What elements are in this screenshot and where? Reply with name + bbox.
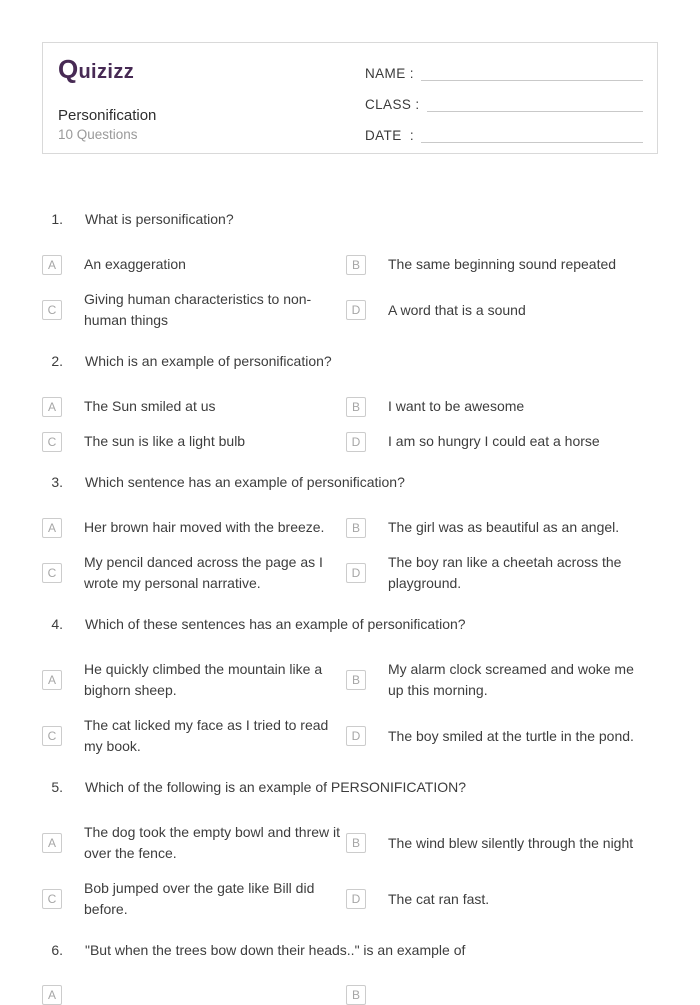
option-a bbox=[42, 659, 346, 701]
option-a bbox=[42, 822, 346, 864]
option-letter-box: A bbox=[42, 255, 62, 275]
option-letter-box: A bbox=[42, 985, 62, 1005]
name-field-label: NAME : bbox=[365, 66, 414, 81]
option-b bbox=[346, 517, 658, 538]
question-number: 6. bbox=[51, 942, 63, 958]
question-text: Which of the following is an example of PERSONIFICATION? bbox=[85, 779, 466, 795]
question-3 bbox=[42, 472, 658, 594]
option-letter-box: D bbox=[346, 889, 366, 909]
option-text: The dog took the empty bowl and threw it over the fence. bbox=[84, 824, 341, 861]
question-1 bbox=[42, 209, 658, 331]
option-b bbox=[346, 659, 658, 701]
option-letter-box: B bbox=[346, 833, 366, 853]
question-1-row bbox=[42, 209, 658, 230]
question-5-options bbox=[42, 822, 658, 920]
logo-letter-q: Q bbox=[58, 54, 79, 84]
option-letter-box: A bbox=[42, 397, 62, 417]
option-text: Giving human characteristics to non-human things bbox=[84, 291, 312, 328]
option-letter-box: A bbox=[42, 833, 62, 853]
option-letter-box: C bbox=[42, 726, 62, 746]
option-text: The same beginning sound repeated bbox=[388, 256, 617, 272]
option-text: I am so hungry I could eat a horse bbox=[388, 433, 600, 449]
option-text: Her brown hair moved with the breeze. bbox=[84, 519, 325, 535]
option-text: A word that is a sound bbox=[388, 301, 526, 318]
date-field-row bbox=[365, 124, 643, 143]
option-letter-box: B bbox=[346, 670, 366, 690]
quiz-meta bbox=[58, 107, 365, 142]
question-3-options bbox=[42, 517, 658, 594]
option-b bbox=[346, 396, 658, 417]
option-letter-box: C bbox=[42, 432, 62, 452]
option-text: The wind blew silently through the night bbox=[388, 834, 634, 851]
question-2 bbox=[42, 351, 658, 452]
option-letter-box: C bbox=[42, 300, 62, 320]
option-text: The girl was as beautiful as an angel. bbox=[388, 519, 620, 535]
option-text: My pencil danced across the page as I wrote my personal narrative. bbox=[84, 554, 323, 591]
option-letter-box: D bbox=[346, 726, 366, 746]
option-a bbox=[42, 517, 346, 538]
option-text: The sun is like a light bulb bbox=[84, 433, 246, 449]
option-text: An exaggeration bbox=[84, 256, 186, 272]
question-1-options bbox=[42, 254, 658, 331]
option-d bbox=[346, 726, 658, 747]
option-b bbox=[346, 985, 658, 1005]
option-letter-box: B bbox=[346, 255, 366, 275]
option-b bbox=[346, 833, 658, 854]
option-d bbox=[346, 300, 658, 321]
name-field-row bbox=[365, 62, 643, 81]
question-3-row bbox=[42, 472, 658, 493]
student-fields bbox=[365, 43, 657, 153]
question-number: 3. bbox=[51, 474, 63, 490]
option-text: The cat ran fast. bbox=[388, 890, 490, 907]
option-text: The Sun smiled at us bbox=[84, 398, 216, 414]
option-c bbox=[42, 289, 346, 331]
name-field-line bbox=[421, 62, 643, 81]
question-number: 2. bbox=[51, 353, 63, 369]
option-text: I want to be awesome bbox=[388, 398, 525, 414]
question-number: 4. bbox=[51, 616, 63, 632]
question-6 bbox=[42, 940, 658, 1005]
option-text: My alarm clock screamed and woke me up this morning. bbox=[388, 661, 634, 698]
date-field-label: DATE : bbox=[365, 128, 415, 143]
option-text: The boy ran like a cheetah across the playground. bbox=[388, 554, 622, 591]
question-4 bbox=[42, 614, 658, 757]
question-text: Which sentence has an example of personification? bbox=[85, 474, 405, 490]
option-b bbox=[346, 254, 658, 275]
option-a bbox=[42, 985, 346, 1005]
option-letter-box: D bbox=[346, 563, 366, 583]
option-letter-box: A bbox=[42, 518, 62, 538]
question-number: 5. bbox=[51, 779, 63, 795]
question-number: 1. bbox=[51, 211, 63, 227]
question-text: Which of these sentences has an example of personification? bbox=[85, 616, 466, 632]
option-text: The boy smiled at the turtle in the pond. bbox=[388, 727, 634, 744]
option-d bbox=[346, 431, 658, 452]
quizizz-logo bbox=[58, 56, 365, 87]
option-c bbox=[42, 715, 346, 757]
question-4-row bbox=[42, 614, 658, 635]
class-field-row bbox=[365, 93, 643, 112]
option-text: Bob jumped over the gate like Bill did before. bbox=[84, 880, 315, 917]
question-5 bbox=[42, 777, 658, 920]
question-6-row bbox=[42, 940, 658, 961]
question-text: "But when the trees bow down their heads.." is an example of bbox=[85, 942, 466, 958]
question-2-row bbox=[42, 351, 658, 372]
option-letter-box: D bbox=[346, 300, 366, 320]
question-text: What is personification? bbox=[85, 211, 234, 227]
option-text: He quickly climbed the mountain like a bighorn sheep. bbox=[84, 661, 323, 698]
header-left bbox=[43, 43, 365, 153]
option-letter-box: C bbox=[42, 889, 62, 909]
question-5-row bbox=[42, 777, 658, 798]
quiz-title: Personification bbox=[58, 107, 157, 124]
option-c bbox=[42, 878, 346, 920]
option-letter-box: A bbox=[42, 670, 62, 690]
option-letter-box: B bbox=[346, 985, 366, 1005]
option-text: The cat licked my face as I tried to read my book. bbox=[84, 717, 329, 754]
question-text: Which is an example of personification? bbox=[85, 353, 332, 369]
option-d bbox=[346, 889, 658, 910]
question-2-options bbox=[42, 396, 658, 452]
question-4-options bbox=[42, 659, 658, 757]
option-letter-box: C bbox=[42, 563, 62, 583]
quiz-question-count: 10 Questions bbox=[58, 127, 138, 142]
question-6-options bbox=[42, 985, 658, 1005]
header-card bbox=[42, 42, 658, 154]
option-letter-box: B bbox=[346, 518, 366, 538]
option-letter-box: D bbox=[346, 432, 366, 452]
option-c bbox=[42, 552, 346, 594]
class-field-label: CLASS : bbox=[365, 97, 420, 112]
option-c bbox=[42, 431, 346, 452]
logo-wordmark-rest: uizizz bbox=[78, 61, 135, 83]
class-field-line bbox=[427, 93, 643, 112]
option-d bbox=[346, 552, 658, 594]
option-a bbox=[42, 254, 346, 275]
option-letter-box: B bbox=[346, 397, 366, 417]
date-field-line bbox=[421, 124, 643, 143]
option-a bbox=[42, 396, 346, 417]
